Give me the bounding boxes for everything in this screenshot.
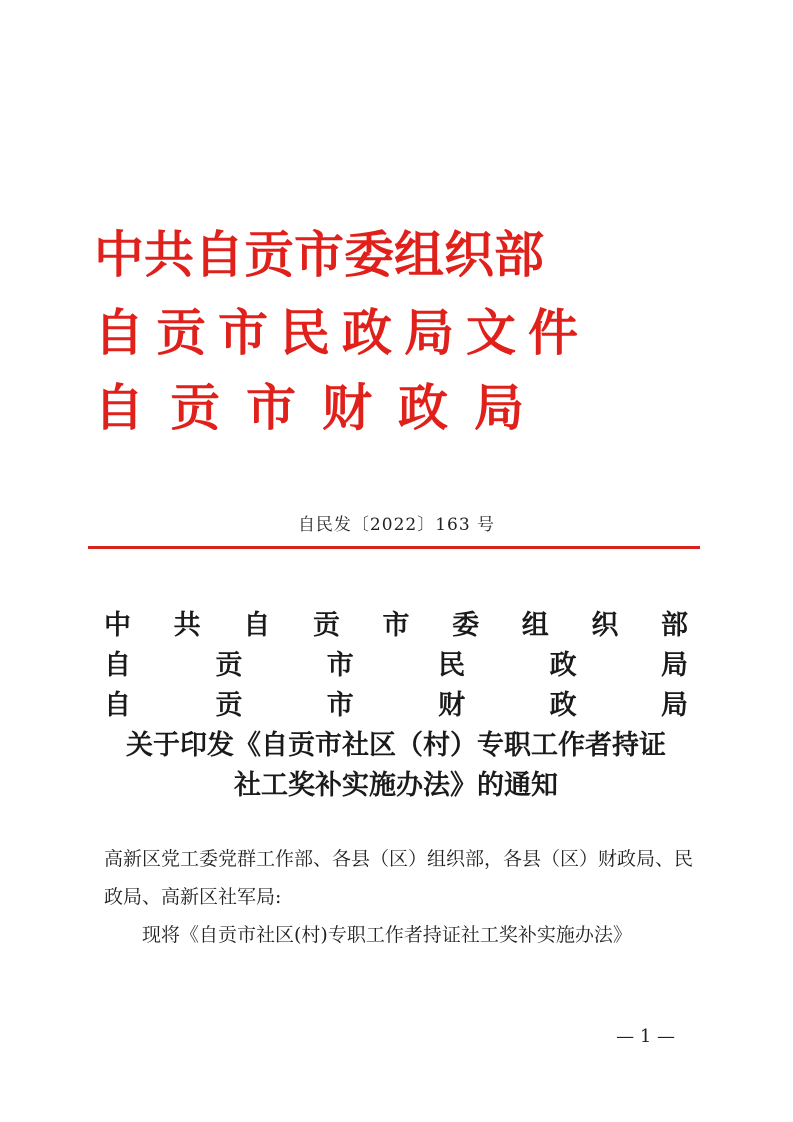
title-subject-line-2: 社工奖补实施办法》的通知 xyxy=(234,770,558,801)
title-char: 共 xyxy=(173,610,201,641)
title-char: 财 xyxy=(438,690,466,721)
title-char: 中 xyxy=(104,610,131,641)
letterhead-line-3: 自贡市财政局 xyxy=(94,379,550,437)
body-paragraph: 现将《自贡市社区(村)专职工作者持证社工奖补实施办法》 xyxy=(142,924,632,946)
red-letterhead xyxy=(94,224,714,437)
title-char: 自 xyxy=(104,650,131,681)
title-char: 民 xyxy=(438,650,466,681)
title-subject-line-1: 关于印发《自贡市社区（村）专职工作者持证 xyxy=(126,730,666,761)
title-char: 贡 xyxy=(215,690,243,721)
title-char: 局 xyxy=(660,690,688,721)
title-char: 织 xyxy=(591,610,619,641)
title-char: 自 xyxy=(243,610,271,641)
notice-body xyxy=(104,840,694,954)
title-issuer-2 xyxy=(104,646,688,686)
title-issuer-3 xyxy=(104,686,688,726)
title-char: 市 xyxy=(382,610,410,641)
title-char: 贡 xyxy=(312,610,340,641)
notice-title xyxy=(104,606,688,806)
title-char: 政 xyxy=(549,650,577,681)
page-number: — 1 — xyxy=(616,1026,675,1047)
title-char: 组 xyxy=(521,610,549,641)
letterhead-line-2: 自贡市民政局文件 xyxy=(94,304,590,362)
title-char: 部 xyxy=(661,610,688,641)
recipients-paragraph: 高新区党工委党群工作部、各县（区）组织部，各县（区）财政局、民政局、高新区社军局: xyxy=(104,848,694,908)
title-char: 委 xyxy=(452,610,480,641)
red-divider-line xyxy=(88,546,700,549)
title-char: 政 xyxy=(549,690,577,721)
title-char: 贡 xyxy=(215,650,243,681)
title-issuer-1 xyxy=(104,606,688,646)
title-char: 市 xyxy=(326,690,354,721)
title-char: 市 xyxy=(326,650,354,681)
title-char: 自 xyxy=(104,690,131,721)
document-number: 自民发〔2022〕163 号 xyxy=(297,515,496,535)
letterhead-line-1: 中共自贡市委组织部 xyxy=(94,226,544,284)
title-char: 局 xyxy=(660,650,688,681)
